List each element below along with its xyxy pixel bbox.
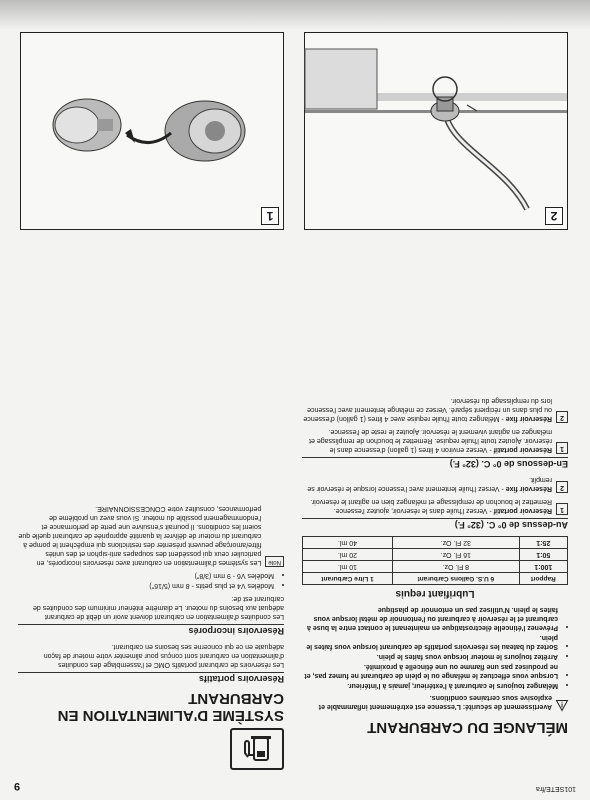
table-cell: 32 Fl. Oz.: [393, 537, 520, 549]
table-cell: 40 ml.: [303, 537, 393, 549]
note-block: [18, 504, 284, 567]
figure-number: 1: [261, 207, 279, 225]
step-text: [302, 497, 552, 515]
step-label: Réservoir fixe: [505, 485, 552, 492]
fuel-tank-cap-illustration: [21, 33, 283, 229]
below-step-portable: [302, 427, 568, 454]
table-cell: 25:1: [519, 537, 567, 549]
portable-tanks-text: Les réservoirs de carburant portatifs OMC et l'assemblage des conduites d'alimentation en carburant sont conçus pour alimenter votre moteur de façon adéquate en ce qui concerne ses besoins en carburant.: [43, 643, 284, 668]
table-cell: 20 ml.: [303, 549, 393, 561]
table-cell: 8 Fl. Oz.: [393, 561, 520, 573]
fuel-mixing-title: MÉLANGE DU CARBURANT: [367, 719, 568, 736]
portable-tanks-heading: Réservoirs portatifs: [18, 672, 284, 684]
warning-triangle-icon: [556, 693, 568, 711]
lubricant-heading: Lubrifiant requis: [395, 588, 475, 599]
safety-warning: [302, 693, 568, 711]
step-text: [302, 396, 552, 423]
list-item: • Sortez du bateau les réservoirs portatifs de carburant lorsque vous faites le plein.: [302, 633, 558, 651]
table-row: [303, 561, 568, 573]
figures-area: [22, 34, 568, 230]
column-header: Rapport: [519, 573, 567, 585]
fuel-system-title: SYSTÈME D'ALIMENTATION EN CARBURANT: [57, 690, 284, 724]
table-row: [303, 549, 568, 561]
page-header: [14, 778, 576, 792]
table-row: [303, 537, 568, 549]
below-zero-heading: En-dessous de 0° C. (32° F.): [302, 457, 568, 469]
scan-shadow: [0, 0, 590, 30]
list-item: • Modèles V4 et plus petits - 8 mm (5/16"): [18, 581, 274, 590]
step-number: 2: [556, 481, 568, 493]
table-cell: 100:1: [519, 561, 567, 573]
step-text: [302, 427, 552, 454]
figure-1: [20, 32, 284, 230]
safety-bullets: [302, 605, 568, 690]
list-item: • Arrêtez toujours le moteur lorsque vous faites le plein.: [302, 652, 558, 661]
list-item: • Mélangez toujours le carburant à l'extérieur, jamais à l'intérieur.: [302, 681, 558, 690]
warning-text: Avertissement de sécurité: L'essence est extrêmement inflammable et explosive sous certaines conditions.: [318, 694, 552, 710]
column-header: 1 Litre Carburant: [303, 573, 393, 585]
list-item: • Lorsque vous effectuez le mélange ou le plein de carburant ne fumez pas, et ne produisez pas une flamme ou une étincelle à proximité.: [302, 662, 558, 680]
figure-number: 2: [545, 207, 563, 225]
table-cell: 10 ml.: [303, 561, 393, 573]
above-step-portable: [302, 497, 568, 515]
built-in-tanks-text: Les conduites d'alimentation en carburant doivent avoir un débit de carburant adéquat aux besoins du moteur. Le diamètre intérieur minimum des conduites de carburant est de:: [33, 595, 284, 620]
step-text: [302, 475, 552, 493]
step-label: Réservoir portatif: [493, 446, 552, 453]
table-header-row: [303, 573, 568, 585]
table-cell: 50:1: [519, 549, 567, 561]
lubricant-table: [302, 536, 568, 585]
model-list: [18, 571, 284, 590]
step-number: 1: [556, 442, 568, 454]
note-text: Les systèmes d'alimentation en carburant avec réservoirs incorporés, en particulier ceux qui possèdent des soupapes anti-siphon et des unités filtre/amorçage peuvent présenter des restrictions qui empêchent le pompe à carburant du moteur de délivrer la quantité appropriée de carburant quelle que soient les conditions. Il pourrait s'ensuivre une perte de performance et l'endommagement possible du moteur. Si vous avez un problème de performances, consultez votre CONCESSIONNAIRE.: [18, 505, 262, 566]
fuel-pump-icon: [230, 728, 284, 770]
step-body: - Versez l'huile lentement avec l'essence lorsque le réservoir se remplit.: [307, 476, 552, 492]
step-number: 1: [556, 503, 568, 515]
below-step-fixed: [302, 396, 568, 423]
page-number: 9: [14, 780, 21, 792]
note-label: Note: [265, 556, 284, 567]
document-code: 101SETE/fra: [535, 785, 576, 792]
step-body: - Mélangez toute l'huile requise avec 4 litres (1 gallon) d'essence ou plus dans un récipient séparé. Versez ce mélange lentement avec l'essence lors du remplissage du réservoir.: [303, 397, 552, 422]
built-in-tanks-heading: Réservoirs incorporés: [18, 624, 284, 636]
step-label: Réservoir portatif: [493, 507, 552, 514]
step-body: - Versez l'huile dans le réservoir, ajoutez l'essence. Remettez le bouchon de remplissage et mélangez bien en agitant le réservoir.: [310, 498, 552, 514]
step-body: - Versez environ 4 litres (1 gallon) d'essence dans le réservoir. Ajoutez toute l'huile requise. Remettez le bouchon de remplissage et mélangez en agitant vivement le réservoir. Ajoutez le reste de l'essence.: [309, 428, 552, 453]
fuel-mixing-column: [302, 392, 568, 770]
column-header: 6 U.S. Gallons Carburant: [393, 573, 520, 585]
figure-2: [304, 32, 568, 230]
above-step-fixed: [302, 475, 568, 493]
fuel-line-connector-illustration: [305, 33, 567, 229]
above-zero-heading: Au-dessus de 0° C. (32° F.): [302, 518, 568, 530]
fuel-system-column: [18, 500, 284, 770]
table-cell: 16 Fl. Oz.: [393, 549, 520, 561]
list-item: • Modèles V6 - 9 mm (3/8"): [18, 571, 274, 580]
step-label: Réservoir fixe: [505, 415, 552, 422]
step-number: 2: [556, 411, 568, 423]
list-item: • Prévenez l'étincelle électrostatique en maintenant le contact entre la buse à carburant et le réservoir à carburant ou l'entonnoir de métal lorsque vous faites le plein. N'utilisez pas un entonnoir de plastique: [302, 605, 558, 632]
